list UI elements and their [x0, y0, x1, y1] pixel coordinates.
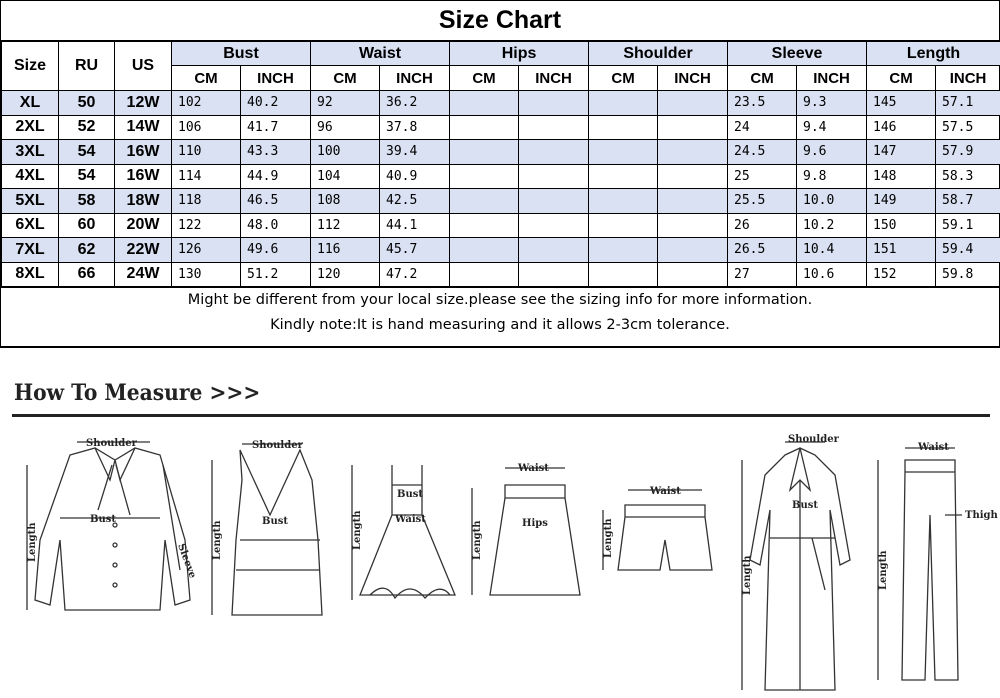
- cell-ru: 54: [59, 164, 115, 189]
- cell-size: 2XL: [2, 115, 59, 140]
- cell-bust-cm: 106: [172, 115, 241, 140]
- unit-inch: INCH: [241, 66, 311, 91]
- table-row: [2, 91, 1000, 116]
- cell-sleeve-cm: 26: [728, 213, 797, 238]
- cell-shoulder-cm: [589, 213, 658, 238]
- cell-bust-in: 46.5: [241, 189, 311, 214]
- cell-size: 7XL: [2, 238, 59, 263]
- cell-waist-in: 37.8: [380, 115, 450, 140]
- cell-bust-cm: 118: [172, 189, 241, 214]
- cell-length-cm: 145: [867, 91, 936, 116]
- unit-cm: CM: [172, 66, 241, 91]
- cell-sleeve-in: 9.3: [797, 91, 867, 116]
- table-row: [2, 189, 1000, 214]
- label-waist: Waist: [918, 442, 949, 453]
- cell-bust-in: 49.6: [241, 238, 311, 263]
- cell-hips-cm: [450, 262, 519, 287]
- unit-cm: CM: [867, 66, 936, 91]
- cell-hips-in: [519, 115, 589, 140]
- unit-inch: INCH: [658, 66, 728, 91]
- table-row: [2, 164, 1000, 189]
- group-bust: Bust: [172, 42, 311, 66]
- cell-sleeve-cm: 25: [728, 164, 797, 189]
- garment-diagrams: [0, 420, 1000, 696]
- cell-length-cm: 151: [867, 238, 936, 263]
- cell-shoulder-in: [658, 115, 728, 140]
- label-length: Length: [603, 518, 614, 558]
- cell-sleeve-in: 10.2: [797, 213, 867, 238]
- cell-bust-cm: 126: [172, 238, 241, 263]
- cell-sleeve-in: 9.6: [797, 140, 867, 165]
- label-waist: Waist: [395, 514, 426, 525]
- dress-diagram: [352, 465, 455, 600]
- cell-size: 8XL: [2, 262, 59, 287]
- table-row: [2, 213, 1000, 238]
- cell-length-cm: 152: [867, 262, 936, 287]
- cell-shoulder-in: [658, 189, 728, 214]
- cell-hips-in: [519, 164, 589, 189]
- cell-shoulder-cm: [589, 189, 658, 214]
- size-table: [1, 41, 1000, 287]
- label-length: Length: [352, 510, 363, 550]
- shorts-diagram: [603, 486, 712, 570]
- label-shoulder: Shoulder: [788, 434, 839, 445]
- label-length: Length: [212, 520, 223, 560]
- cell-shoulder-in: [658, 238, 728, 263]
- unit-inch: INCH: [797, 66, 867, 91]
- vest-diagram: [212, 440, 322, 615]
- col-ru: RU: [59, 42, 115, 91]
- cell-waist-cm: 100: [311, 140, 380, 165]
- cell-shoulder-cm: [589, 262, 658, 287]
- cell-hips-cm: [450, 189, 519, 214]
- cell-hips-in: [519, 238, 589, 263]
- cell-bust-in: 40.2: [241, 91, 311, 116]
- unit-cm: CM: [311, 66, 380, 91]
- cell-us: 18W: [115, 189, 172, 214]
- cell-shoulder-in: [658, 262, 728, 287]
- cell-waist-cm: 92: [311, 91, 380, 116]
- how-to-measure-heading: How To Measure >>>: [14, 380, 261, 406]
- cell-length-cm: 146: [867, 115, 936, 140]
- group-length: Length: [867, 42, 1000, 66]
- cell-sleeve-cm: 24: [728, 115, 797, 140]
- cell-waist-cm: 104: [311, 164, 380, 189]
- col-us: US: [115, 42, 172, 91]
- cell-bust-cm: 130: [172, 262, 241, 287]
- cell-hips-in: [519, 262, 589, 287]
- label-bust: Bust: [792, 500, 818, 511]
- cell-us: 22W: [115, 238, 172, 263]
- group-shoulder: Shoulder: [589, 42, 728, 66]
- label-bust: Bust: [397, 489, 423, 500]
- cell-waist-in: 39.4: [380, 140, 450, 165]
- cell-ru: 60: [59, 213, 115, 238]
- cell-sleeve-cm: 27: [728, 262, 797, 287]
- table-row: [2, 140, 1000, 165]
- cell-length-cm: 147: [867, 140, 936, 165]
- cell-shoulder-in: [658, 164, 728, 189]
- cell-size: XL: [2, 91, 59, 116]
- cell-ru: 54: [59, 140, 115, 165]
- label-waist: Waist: [518, 463, 549, 474]
- cell-sleeve-in: 10.0: [797, 189, 867, 214]
- cell-us: 16W: [115, 164, 172, 189]
- trousers-diagram: [878, 442, 999, 680]
- cell-ru: 58: [59, 189, 115, 214]
- cell-sleeve-in: 9.4: [797, 115, 867, 140]
- cell-hips-cm: [450, 91, 519, 116]
- cell-shoulder-cm: [589, 115, 658, 140]
- cell-waist-in: 36.2: [380, 91, 450, 116]
- cell-bust-in: 48.0: [241, 213, 311, 238]
- cell-bust-in: 44.9: [241, 164, 311, 189]
- table-row: [2, 262, 1000, 287]
- cell-hips-in: [519, 189, 589, 214]
- cell-waist-cm: 116: [311, 238, 380, 263]
- cell-bust-cm: 110: [172, 140, 241, 165]
- group-waist: Waist: [311, 42, 450, 66]
- cell-bust-cm: 114: [172, 164, 241, 189]
- cell-length-in: 59.1: [936, 213, 1000, 238]
- cell-hips-in: [519, 140, 589, 165]
- label-length: Length: [472, 520, 483, 560]
- cell-sleeve-in: 9.8: [797, 164, 867, 189]
- cell-length-in: 59.8: [936, 262, 1000, 287]
- cell-shoulder-in: [658, 140, 728, 165]
- cell-length-in: 58.7: [936, 189, 1000, 214]
- cell-ru: 50: [59, 91, 115, 116]
- group-sleeve: Sleeve: [728, 42, 867, 66]
- table-row: [2, 238, 1000, 263]
- cell-bust-cm: 122: [172, 213, 241, 238]
- cell-bust-cm: 102: [172, 91, 241, 116]
- label-bust: Bust: [262, 516, 288, 527]
- cell-length-in: 57.1: [936, 91, 1000, 116]
- cell-waist-in: 42.5: [380, 189, 450, 214]
- cell-hips-cm: [450, 164, 519, 189]
- cell-waist-cm: 108: [311, 189, 380, 214]
- chart-title: Size Chart: [1, 1, 999, 41]
- cell-us: 24W: [115, 262, 172, 287]
- label-bust: Bust: [90, 514, 116, 525]
- cell-shoulder-cm: [589, 91, 658, 116]
- label-shoulder: Shoulder: [86, 438, 137, 449]
- cell-hips-cm: [450, 213, 519, 238]
- cell-us: 12W: [115, 91, 172, 116]
- cell-length-in: 59.4: [936, 238, 1000, 263]
- skirt-diagram: [472, 463, 580, 595]
- group-hips: Hips: [450, 42, 589, 66]
- label-thigh: Thigh: [965, 510, 998, 521]
- cell-shoulder-cm: [589, 140, 658, 165]
- cell-hips-cm: [450, 238, 519, 263]
- cell-us: 14W: [115, 115, 172, 140]
- cell-waist-cm: 112: [311, 213, 380, 238]
- cell-size: 6XL: [2, 213, 59, 238]
- unit-cm: CM: [450, 66, 519, 91]
- cell-length-cm: 150: [867, 213, 936, 238]
- note-line: Kindly note:It is hand measuring and it allows 2-3cm tolerance.: [270, 317, 730, 333]
- cell-us: 16W: [115, 140, 172, 165]
- cell-sleeve-in: 10.4: [797, 238, 867, 263]
- cell-shoulder-in: [658, 91, 728, 116]
- cell-ru: 62: [59, 238, 115, 263]
- cell-length-in: 58.3: [936, 164, 1000, 189]
- cell-waist-cm: 96: [311, 115, 380, 140]
- cell-sleeve-cm: 26.5: [728, 238, 797, 263]
- blouse-diagram: [27, 438, 198, 610]
- cell-length-in: 57.5: [936, 115, 1000, 140]
- unit-inch: INCH: [936, 66, 1000, 91]
- cell-us: 20W: [115, 213, 172, 238]
- cell-ru: 52: [59, 115, 115, 140]
- cell-bust-in: 41.7: [241, 115, 311, 140]
- cell-sleeve-cm: 25.5: [728, 189, 797, 214]
- unit-cm: CM: [589, 66, 658, 91]
- label-waist: Waist: [650, 486, 681, 497]
- cell-size: 3XL: [2, 140, 59, 165]
- label-sleeve: Sleeve: [175, 542, 198, 580]
- cell-shoulder-cm: [589, 164, 658, 189]
- unit-inch: INCH: [519, 66, 589, 91]
- cell-waist-in: 40.9: [380, 164, 450, 189]
- unit-cm: CM: [728, 66, 797, 91]
- cell-waist-in: 47.2: [380, 262, 450, 287]
- cell-hips-cm: [450, 115, 519, 140]
- cell-hips-cm: [450, 140, 519, 165]
- cell-waist-cm: 120: [311, 262, 380, 287]
- cell-hips-in: [519, 213, 589, 238]
- cell-length-cm: 149: [867, 189, 936, 214]
- cell-length-cm: 148: [867, 164, 936, 189]
- cell-shoulder-cm: [589, 238, 658, 263]
- cell-bust-in: 51.2: [241, 262, 311, 287]
- cell-sleeve-cm: 24.5: [728, 140, 797, 165]
- how-to-measure-panel: [0, 348, 1000, 698]
- cell-length-in: 57.9: [936, 140, 1000, 165]
- col-size: Size: [2, 42, 59, 91]
- cell-shoulder-in: [658, 213, 728, 238]
- notes: [1, 287, 999, 338]
- label-length: Length: [878, 550, 889, 590]
- label-hips: Hips: [522, 518, 548, 529]
- label-length: Length: [742, 555, 753, 595]
- cell-sleeve-cm: 23.5: [728, 91, 797, 116]
- size-chart: [0, 0, 1000, 347]
- note-line: Might be different from your local size.please see the sizing info for more information.: [187, 292, 813, 308]
- label-shoulder: Shoulder: [252, 440, 303, 451]
- heading-rule: [12, 414, 990, 417]
- unit-inch: INCH: [380, 66, 450, 91]
- cell-waist-in: 45.7: [380, 238, 450, 263]
- label-length: Length: [27, 522, 38, 562]
- cell-ru: 66: [59, 262, 115, 287]
- cell-bust-in: 43.3: [241, 140, 311, 165]
- cell-waist-in: 44.1: [380, 213, 450, 238]
- coat-diagram: [742, 434, 850, 690]
- cell-sleeve-in: 10.6: [797, 262, 867, 287]
- table-row: [2, 115, 1000, 140]
- cell-size: 5XL: [2, 189, 59, 214]
- cell-size: 4XL: [2, 164, 59, 189]
- cell-hips-in: [519, 91, 589, 116]
